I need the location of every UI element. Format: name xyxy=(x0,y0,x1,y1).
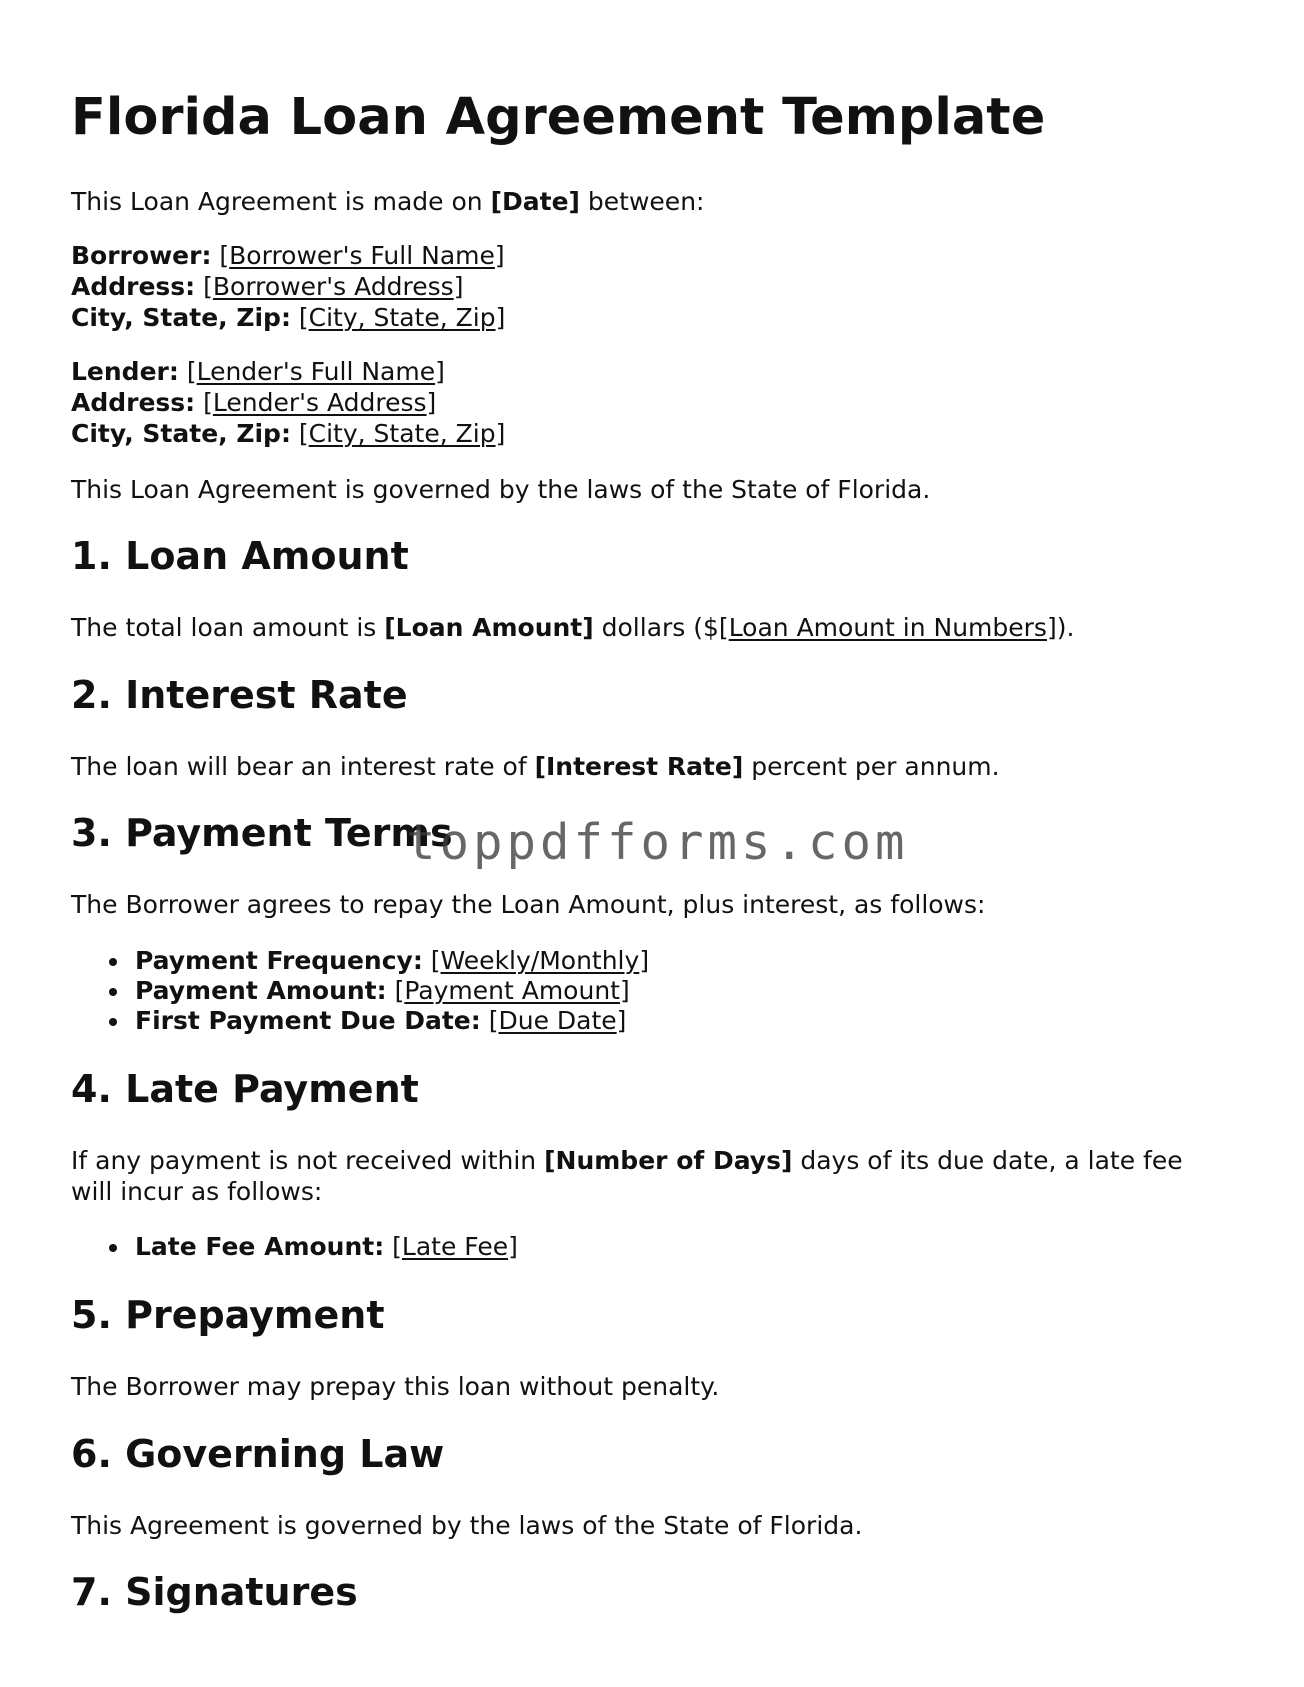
borrower-name-label: Borrower: xyxy=(71,241,212,270)
section-heading-interest-rate: 2. Interest Rate xyxy=(71,673,408,717)
section-heading-late-payment: 4. Late Payment xyxy=(71,1067,419,1111)
lender-name-line: Lender: [Lender's Full Name] xyxy=(71,357,445,386)
lender-block xyxy=(71,356,505,449)
interest-rate-text-end: percent per annum. xyxy=(743,752,1000,781)
section-heading-loan-amount: 1. Loan Amount xyxy=(71,534,409,578)
loan-amount-text-mid: dollars ($[ xyxy=(593,613,729,642)
borrower-name-line: Borrower: [Borrower's Full Name] xyxy=(71,241,505,270)
interest-rate-field: [Interest Rate] xyxy=(534,752,744,781)
borrower-address-field[interactable]: Borrower's Address xyxy=(212,272,454,301)
section-heading-prepayment: 5. Prepayment xyxy=(71,1293,385,1337)
loan-amount-text-end: ]). xyxy=(1046,613,1075,642)
governed-paragraph: This Loan Agreement is governed by the laws of the State of Florida. xyxy=(71,475,931,504)
payment-frequency-field[interactable]: Weekly/Monthly xyxy=(440,946,640,975)
first-payment-due-field[interactable]: Due Date xyxy=(498,1006,617,1035)
borrower-csz-line: City, State, Zip: [City, State, Zip] xyxy=(71,303,506,332)
payment-terms-paragraph: The Borrower agrees to repay the Loan Amount, plus interest, as follows: xyxy=(71,890,986,919)
payment-amount-field[interactable]: Payment Amount xyxy=(404,976,620,1005)
governing-law-paragraph: This Agreement is governed by the laws of the State of Florida. xyxy=(71,1511,863,1540)
lender-name-label: Lender: xyxy=(71,357,179,386)
section-heading-signatures: 7. Signatures xyxy=(71,1570,358,1614)
payment-terms-list xyxy=(71,946,649,1036)
loan-amount-numbers-field[interactable]: Loan Amount in Numbers xyxy=(728,613,1047,642)
lender-csz-line: City, State, Zip: [City, State, Zip] xyxy=(71,419,506,448)
borrower-address-line: Address: [Borrower's Address] xyxy=(71,272,464,301)
list-item: First Payment Due Date: [Due Date] xyxy=(135,1006,649,1036)
payment-frequency-label: Payment Frequency: xyxy=(135,946,423,975)
lender-csz-label: City, State, Zip: xyxy=(71,419,291,448)
watermark-text: toppdfforms.com xyxy=(406,814,909,871)
intro-text-end: between: xyxy=(579,187,705,216)
late-fee-label: Late Fee Amount: xyxy=(135,1232,385,1261)
borrower-address-label: Address: xyxy=(71,272,196,301)
lender-csz-field[interactable]: City, State, Zip xyxy=(308,419,496,448)
interest-rate-text: The loan will bear an interest rate of xyxy=(71,752,535,781)
borrower-block xyxy=(71,240,505,333)
borrower-csz-label: City, State, Zip: xyxy=(71,303,291,332)
section-heading-governing-law: 6. Governing Law xyxy=(71,1432,445,1476)
loan-amount-text: The total loan amount is xyxy=(71,613,385,642)
lender-name-field[interactable]: Lender's Full Name xyxy=(196,357,436,386)
date-field: [Date] xyxy=(490,187,580,216)
interest-rate-paragraph xyxy=(71,751,1000,782)
loan-amount-field: [Loan Amount] xyxy=(384,613,594,642)
document-title: Florida Loan Agreement Template xyxy=(71,88,1046,147)
borrower-name-field[interactable]: Borrower's Full Name xyxy=(229,241,495,270)
first-payment-due-label: First Payment Due Date: xyxy=(135,1006,481,1035)
lender-address-field[interactable]: Lender's Address xyxy=(212,388,427,417)
number-of-days-field: [Number of Days] xyxy=(544,1146,793,1175)
section-heading-payment-terms: 3. Payment Terms xyxy=(71,811,453,855)
lender-address-label: Address: xyxy=(71,388,196,417)
loan-amount-paragraph xyxy=(71,612,1074,643)
list-item: Late Fee Amount: [Late Fee] xyxy=(135,1232,518,1261)
late-payment-text: If any payment is not received within xyxy=(71,1146,545,1175)
late-payment-paragraph xyxy=(71,1145,1221,1207)
borrower-csz-field[interactable]: City, State, Zip xyxy=(308,303,496,332)
prepayment-paragraph: The Borrower may prepay this loan without penalty. xyxy=(71,1372,720,1401)
list-item: Payment Frequency: [Weekly/Monthly] xyxy=(135,946,650,975)
lender-address-line: Address: [Lender's Address] xyxy=(71,388,437,417)
late-fee-list xyxy=(71,1232,518,1262)
list-item: Payment Amount: [Payment Amount] xyxy=(135,976,649,1006)
intro-text: This Loan Agreement is made on xyxy=(71,187,491,216)
intro-paragraph xyxy=(71,186,704,217)
late-fee-field[interactable]: Late Fee xyxy=(401,1232,509,1261)
payment-amount-label: Payment Amount: xyxy=(135,976,387,1005)
late-payment-text-end: days of its due date, a late fee will incur as follows: xyxy=(71,1146,1183,1206)
